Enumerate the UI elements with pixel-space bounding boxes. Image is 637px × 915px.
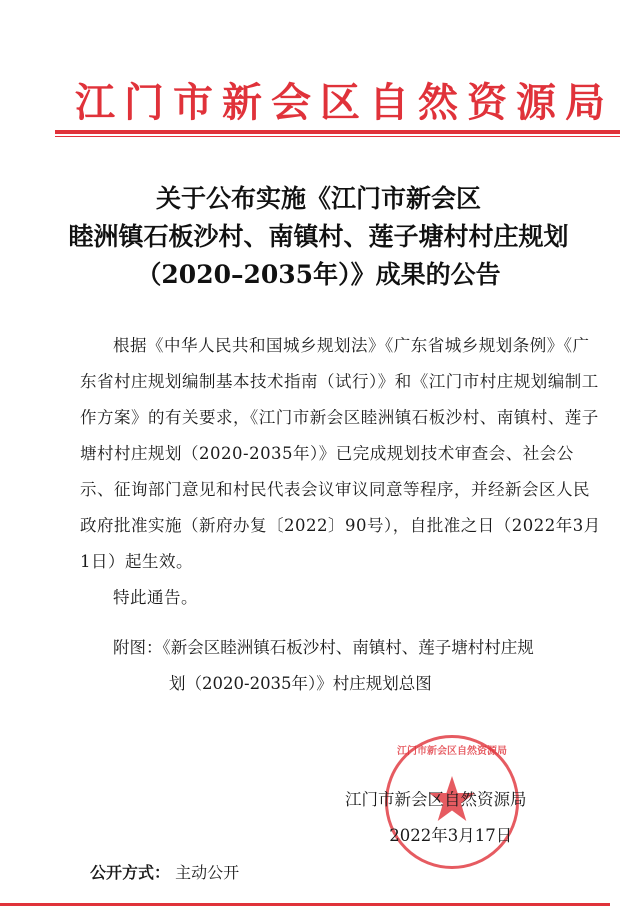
attachment-line: 划（2020-2035年）》村庄规划总图	[169, 674, 432, 693]
document-body	[80, 328, 605, 616]
attachment	[80, 630, 605, 702]
header-divider-thin	[55, 136, 620, 137]
title-line: （2020–2035年）》成果的公告	[136, 260, 501, 289]
footer-divider	[0, 903, 610, 906]
header-divider	[55, 130, 620, 134]
attachment-line: 附图：《新会区睦洲镇石板沙村、南镇村、莲子塘村村庄规	[113, 638, 534, 657]
signature-agency: 江门市新会区自然资源局	[345, 790, 527, 809]
signature-date: 2022年3月17日	[389, 826, 513, 845]
agency-header: 江门市新会区自然资源局	[75, 80, 614, 126]
seal-text: 江门市新会区自然资源局	[397, 746, 507, 757]
document-title	[0, 180, 637, 294]
title-line: 关于公布实施《江门市新会区	[155, 184, 481, 213]
disclosure-value: 主动公开	[175, 863, 240, 882]
disclosure-label: 公开方式：	[90, 863, 171, 882]
disclosure	[90, 860, 239, 883]
body-paragraph: 根据《中华人民共和国城乡规划法》《广东省城乡规划条例》《广东省村庄规划编制基本技术指南（试行）》和《江门市村庄规划编制工作方案》的有关要求，《江门市新会区睦洲镇石板沙村、南镇村、莲子塘村村庄规划（2020-2035年）》已完成规划技术审查会、社会公示、征询部门意见和村民代表会议审议同意等程序，并经新会区人民政府批准实施（新府办复〔2022〕90号），自批准之日（2022年3月1日）起生效。	[80, 336, 601, 571]
closing-text: 特此通告。	[113, 588, 198, 607]
signature-block	[345, 782, 527, 854]
document-content	[80, 328, 605, 702]
title-line: 睦洲镇石板沙村、南镇村、莲子塘村村庄规划	[68, 222, 569, 251]
